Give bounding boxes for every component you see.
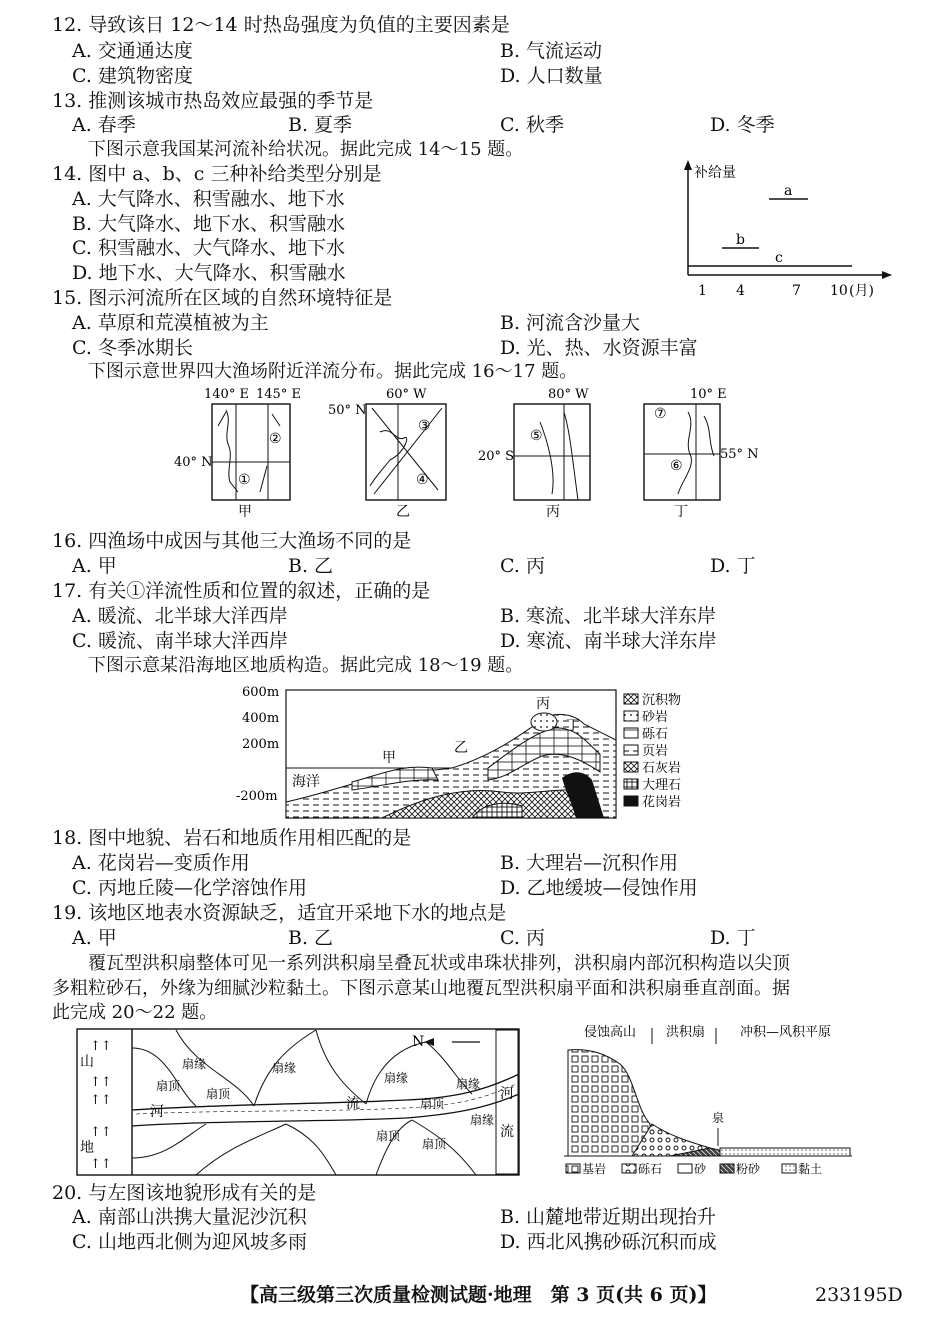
geology-legend xyxy=(624,692,681,810)
q18-option-b: B. 大理岩—沉积作用 xyxy=(500,852,679,874)
svg-text:基岩: 基岩 xyxy=(582,1162,607,1176)
intro-16-17: 下图示意世界四大渔场附近洋流分布。据此完成 16～17 题。 xyxy=(88,361,578,382)
q16-option-c: C. 丙 xyxy=(500,555,545,577)
q15-option-d: D. 光、热、水资源丰富 xyxy=(500,337,698,359)
q18-option-c: C. 丙地丘陵—化学溶蚀作用 xyxy=(72,877,307,899)
svg-text:↑↑: ↑↑ xyxy=(90,1039,112,1054)
tick-4: 4 xyxy=(736,283,745,299)
label-b: b xyxy=(736,232,745,248)
q12-option-a: A. 交通通达度 xyxy=(72,40,193,62)
svg-text:↑↑: ↑↑ xyxy=(90,1093,112,1108)
fishing-grounds-maps xyxy=(168,382,768,520)
intro-18-19: 下图示意某沿海地区地质构造。据此完成 18～19 题。 xyxy=(88,655,524,676)
passage-line-1: 覆瓦型洪积扇整体可见一系列洪积扇呈叠瓦状或串珠状排列，洪积扇内部沉积构造以尖顶 xyxy=(88,953,790,974)
svg-text:140° E: 140° E xyxy=(204,387,249,402)
alluvial-fan-plan xyxy=(76,1028,520,1178)
svg-text:400m: 400m xyxy=(242,711,280,726)
svg-text:50° N: 50° N xyxy=(328,403,367,418)
svg-text:砾石: 砾石 xyxy=(642,727,669,742)
svg-text:②: ② xyxy=(269,431,282,447)
svg-text:↑↑: ↑↑ xyxy=(90,1075,112,1090)
q18-option-a: A. 花岗岩—变质作用 xyxy=(72,852,250,874)
svg-text:大理石: 大理石 xyxy=(642,778,682,793)
map-jia xyxy=(174,387,301,520)
q13-option-d: D. 冬季 xyxy=(710,114,775,136)
passage-line-2: 多粗粒砂石，外缘为细腻沙粒黏土。下图示意某山地覆瓦型洪积扇平面和洪积扇垂直剖面。据 xyxy=(52,978,790,999)
q17-stem: 17. 有关①洋流性质和位置的叙述，正确的是 xyxy=(52,580,431,602)
tick-10: 10 xyxy=(830,283,848,299)
map-bing xyxy=(478,387,590,520)
q19-option-c: C. 丙 xyxy=(500,927,545,949)
q17-option-d: D. 寒流、南半球大洋东岸 xyxy=(500,630,717,652)
svg-text:扇缘: 扇缘 xyxy=(456,1077,481,1091)
q20-option-a: A. 南部山洪携大量泥沙沉积 xyxy=(72,1206,307,1228)
footer-code: 233195D xyxy=(815,1284,903,1306)
q15-option-c: C. 冬季冰期长 xyxy=(72,337,193,359)
svg-text:40° N: 40° N xyxy=(174,455,213,470)
svg-text:河: 河 xyxy=(150,1104,164,1120)
alluvial-fan-section xyxy=(560,1024,856,1180)
footer-title: 【高三级第三次质量检测试题·地理 第 3 页(共 6 页)】 xyxy=(240,1284,717,1306)
label-a: a xyxy=(784,183,793,199)
svg-text:↑↑: ↑↑ xyxy=(90,1125,112,1140)
svg-text:粉砂: 粉砂 xyxy=(736,1162,761,1176)
svg-text:冲积—风积平原: 冲积—风积平原 xyxy=(740,1025,832,1040)
q12-option-b: B. 气流运动 xyxy=(500,40,603,62)
svg-text:⑤: ⑤ xyxy=(530,428,543,444)
q16-option-a: A. 甲 xyxy=(72,555,117,577)
q18-option-d: D. 乙地缓坡—侵蚀作用 xyxy=(500,877,698,899)
svg-text:↑↑: ↑↑ xyxy=(90,1157,112,1172)
svg-text:145° E: 145° E xyxy=(256,387,301,402)
svg-text:③: ③ xyxy=(418,418,431,434)
svg-text:扇顶: 扇顶 xyxy=(422,1137,447,1151)
svg-text:-200m: -200m xyxy=(236,789,278,804)
svg-text:⑦: ⑦ xyxy=(654,406,667,422)
map-ding xyxy=(644,387,759,520)
svg-text:砂: 砂 xyxy=(694,1162,707,1176)
q20-option-d: D. 西北风携砂砾沉积而成 xyxy=(500,1231,717,1253)
svg-text:海洋: 海洋 xyxy=(292,774,320,790)
q12-stem: 12. 导致该日 12～14 时热岛强度为负值的主要因素是 xyxy=(52,14,510,36)
svg-text:甲: 甲 xyxy=(238,504,252,520)
svg-text:流: 流 xyxy=(500,1124,514,1140)
svg-text:丁: 丁 xyxy=(566,718,580,734)
svg-text:扇缘: 扇缘 xyxy=(470,1113,495,1127)
q13-stem: 13. 推测该城市热岛效应最强的季节是 xyxy=(52,90,374,112)
q14-option-b: B. 大气降水、地下水、积雪融水 xyxy=(72,213,346,235)
q19-stem: 19. 该地区地表水资源缺乏，适宜开采地下水的地点是 xyxy=(52,902,507,924)
q16-option-d: D. 丁 xyxy=(710,555,756,577)
svg-text:山: 山 xyxy=(80,1054,94,1070)
svg-text:扇顶: 扇顶 xyxy=(206,1087,231,1101)
tick-7: 7 xyxy=(792,283,801,299)
svg-text:60° W: 60° W xyxy=(386,387,427,402)
svg-text:200m: 200m xyxy=(242,737,280,752)
tick-1: 1 xyxy=(698,283,707,299)
x-unit: (月) xyxy=(849,283,874,299)
fan-section-legend xyxy=(566,1161,822,1176)
svg-text:洪积扇: 洪积扇 xyxy=(666,1025,706,1040)
svg-text:20° S: 20° S xyxy=(478,449,515,464)
q12-option-c: C. 建筑物密度 xyxy=(72,65,193,87)
svg-text:扇缘: 扇缘 xyxy=(182,1057,207,1071)
q18-stem: 18. 图中地貌、岩石和地质作用相匹配的是 xyxy=(52,827,412,849)
q15-option-b: B. 河流含沙量大 xyxy=(500,312,641,334)
intro-14-15: 下图示意我国某河流补给状况。据此完成 14～15 题。 xyxy=(88,139,524,160)
svg-text:乙: 乙 xyxy=(454,740,468,756)
svg-text:扇顶: 扇顶 xyxy=(156,1079,181,1093)
svg-text:花岗岩: 花岗岩 xyxy=(642,795,682,810)
svg-text:泉: 泉 xyxy=(712,1111,725,1125)
svg-text:乙: 乙 xyxy=(396,504,410,520)
svg-text:10° E: 10° E xyxy=(690,387,727,402)
svg-text:丙: 丙 xyxy=(536,696,550,712)
map-yi xyxy=(328,387,446,520)
q14-option-a: A. 大气降水、积雪融水、地下水 xyxy=(72,188,345,210)
q14-option-c: C. 积雪融水、大气降水、地下水 xyxy=(72,237,345,259)
label-c: c xyxy=(775,250,783,266)
svg-text:砂岩: 砂岩 xyxy=(642,710,669,725)
q12-option-d: D. 人口数量 xyxy=(500,65,603,87)
geology-cross-section xyxy=(232,682,702,822)
q20-stem: 20. 与左图该地貌形成有关的是 xyxy=(52,1182,317,1204)
svg-text:55° N: 55° N xyxy=(720,447,759,462)
svg-text:丙: 丙 xyxy=(546,504,560,520)
svg-text:石灰岩: 石灰岩 xyxy=(642,761,682,776)
svg-text:600m: 600m xyxy=(242,685,280,700)
q20-option-b: B. 山麓地带近期出现抬升 xyxy=(500,1206,717,1228)
svg-text:沉积物: 沉积物 xyxy=(642,693,682,708)
chart-ylabel: 补给量 xyxy=(694,165,736,181)
svg-text:流: 流 xyxy=(346,1096,360,1112)
q13-option-c: C. 秋季 xyxy=(500,114,564,136)
q17-option-b: B. 寒流、北半球大洋东岸 xyxy=(500,605,717,627)
q19-option-a: A. 甲 xyxy=(72,927,117,949)
svg-text:页岩: 页岩 xyxy=(642,744,669,759)
svg-text:河: 河 xyxy=(500,1086,514,1102)
svg-text:砾石: 砾石 xyxy=(638,1162,663,1176)
svg-text:扇顶: 扇顶 xyxy=(420,1097,445,1111)
svg-text:地: 地 xyxy=(80,1140,94,1156)
q14-option-d: D. 地下水、大气降水、积雪融水 xyxy=(72,262,346,284)
svg-text:N: N xyxy=(412,1034,425,1050)
q14-stem: 14. 图中 a、b、c 三种补给类型分别是 xyxy=(52,163,382,185)
q17-option-c: C. 暖流、南半球大洋西岸 xyxy=(72,630,288,652)
q13-option-b: B. 夏季 xyxy=(288,114,353,136)
svg-text:侵蚀高山: 侵蚀高山 xyxy=(584,1025,637,1040)
q19-option-b: B. 乙 xyxy=(288,927,334,949)
svg-text:①: ① xyxy=(238,472,251,488)
svg-text:扇顶: 扇顶 xyxy=(376,1129,401,1143)
svg-text:黏土: 黏土 xyxy=(798,1162,823,1176)
q16-option-b: B. 乙 xyxy=(288,555,334,577)
svg-text:丁: 丁 xyxy=(674,504,688,520)
svg-text:甲: 甲 xyxy=(382,750,396,766)
q15-stem: 15. 图示河流所在区域的自然环境特征是 xyxy=(52,287,393,309)
svg-text:80° W: 80° W xyxy=(548,387,589,402)
svg-text:⑥: ⑥ xyxy=(670,458,683,474)
q15-option-a: A. 草原和荒漠植被为主 xyxy=(72,312,269,334)
q16-stem: 16. 四渔场中成因与其他三大渔场不同的是 xyxy=(52,530,412,552)
svg-text:扇缘: 扇缘 xyxy=(272,1061,297,1075)
q17-option-a: A. 暖流、北半球大洋西岸 xyxy=(72,605,288,627)
river-supply-chart xyxy=(672,158,897,300)
svg-text:扇缘: 扇缘 xyxy=(384,1071,409,1085)
q19-option-d: D. 丁 xyxy=(710,927,756,949)
q20-option-c: C. 山地西北侧为迎风坡多雨 xyxy=(72,1231,307,1253)
q13-option-a: A. 春季 xyxy=(72,114,136,136)
passage-line-3: 此完成 20～22 题。 xyxy=(52,1002,218,1023)
svg-text:④: ④ xyxy=(416,472,429,488)
